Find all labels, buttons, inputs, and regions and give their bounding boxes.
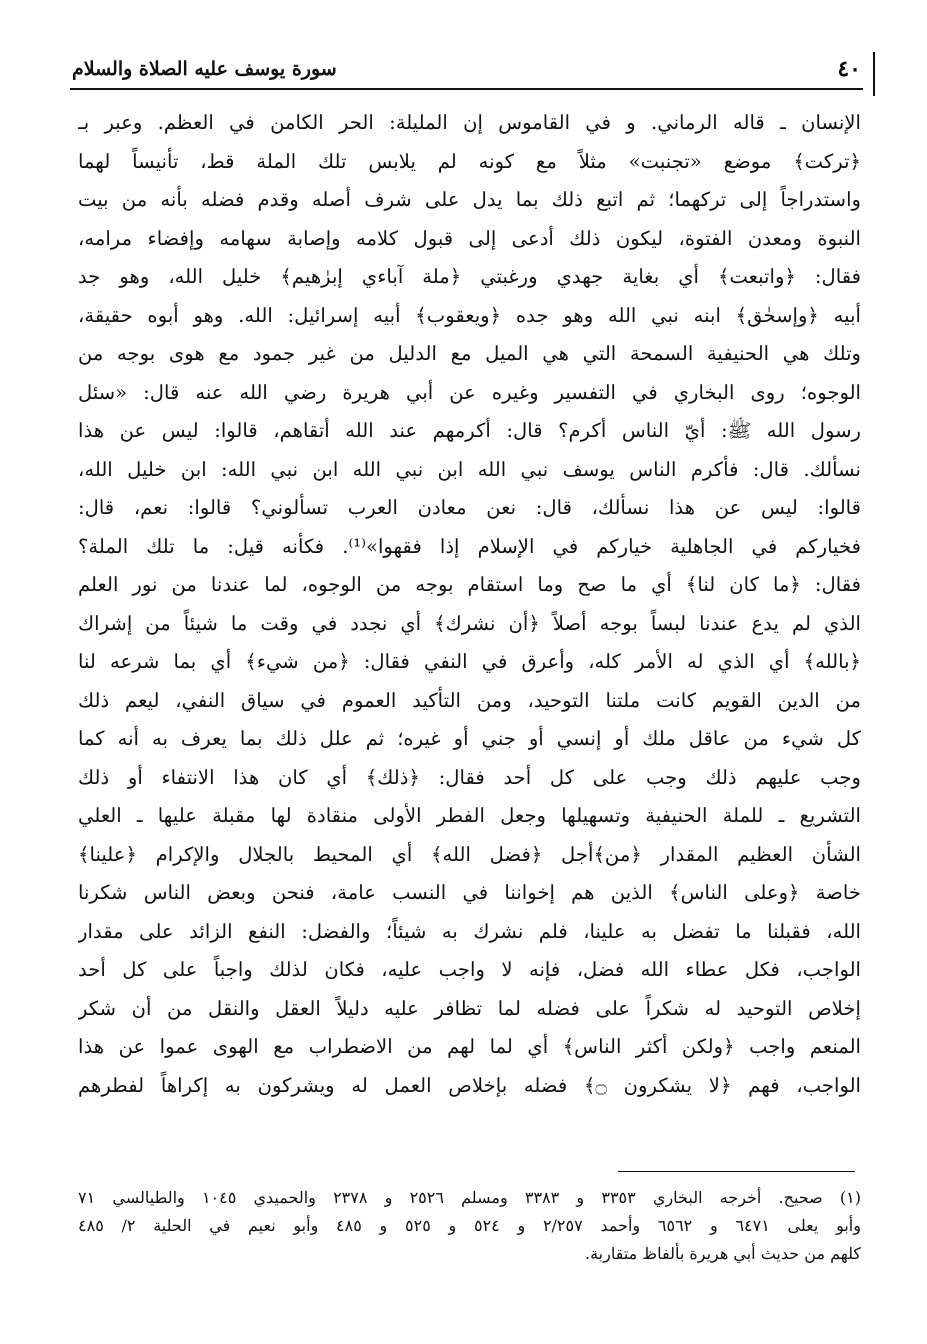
text-line: الإنسان ـ قاله الرماني. و في القاموس إن المليلة: الحر الكامن في العظم. وعبر بـ bbox=[78, 111, 861, 134]
text-line: الذي لم يدع عندنا لبساً بوجه أصلاً ﴿أن نشرك﴾ أي نجدد في وقت ما شيئاً من إشراك bbox=[78, 611, 861, 635]
text-line: التشريع ـ للملة الحنيفية وتسهيلها وجعل الفطر الأولى منقادة لها مقبلة عليها ـ العلي bbox=[78, 804, 861, 827]
footnote-rule bbox=[618, 1171, 855, 1172]
text-line: قالوا: ليس عن هذا نسألك، قال: نعن معادن العرب تسألوني؟ قالوا: نعم، قال: bbox=[78, 496, 861, 519]
text-line: النبوة ومعدن الفتوة، ليكون ذلك أدعى إلى قبول كلامه وإصابة سهامه وإفضاء مرامه، bbox=[78, 226, 861, 250]
text-line: وتلك هي الحنيفية السمحة التي هي الميل مع الدليل من غير جمود مع هوى بوجه من bbox=[78, 342, 861, 365]
header-rule bbox=[70, 88, 863, 90]
text-line: الواجب، فكل عطاء الله فضل، فإنه لا واجب عليه، فكان لذلك واجباً على كل أحد bbox=[78, 958, 861, 981]
text-line: خاصة ﴿وعلى الناس﴾ الذين هم إخواننا في النسب عامة، فنحن وبعض الناس شكرنا bbox=[78, 881, 861, 904]
page-number: ٤٠ bbox=[837, 56, 861, 82]
header-vertical-rule bbox=[873, 52, 875, 96]
footnote-line: كلهم من حديث أبي هريرة بألفاظ متقاربة. bbox=[585, 1244, 861, 1263]
text-line: المنعم واجب ﴿ولكن أكثر الناس﴾ أي لما لهم من الاضطراب مع الهوى عموا عن هذا bbox=[78, 1035, 861, 1058]
body-text bbox=[78, 104, 861, 1105]
text-line: فقال: ﴿واتبعت﴾ أي بغاية جهدي ورغبتي ﴿ملة آباءي إبرٰهيم﴾ خليل الله، وهو جد bbox=[78, 265, 861, 288]
text-line: الوجوه؛ روى البخاري في التفسير وغيره عن أبي هريرة رضي الله عنه قال: «سئل bbox=[78, 380, 861, 404]
text-line: من الدين القويم كانت ملتنا التوحيد، ومن التأكيد العموم في سياق النفي، ليعم ذلك bbox=[78, 688, 861, 712]
text-line: واستدراجاً إلى تركهما؛ ثم اتبع ذلك بما يدل على شرف أصله وقدم فضله بأنه من بيت bbox=[78, 188, 861, 211]
text-line: أبيه ﴿وإسحٰق﴾ ابنه نبي الله وهو جده ﴿ويعقوب﴾ أبيه إسرائيل: الله. وهو أبوه حقيقة، bbox=[78, 303, 861, 327]
running-title: سورة يوسف عليه الصلاة والسلام bbox=[72, 58, 337, 80]
footnote-line: (١) صحيح. أخرجه البخاري ٣٣٥٣ و ٣٣٨٣ ومسلم ٢٥٢٦ و ٢٣٧٨ والحميدي ١٠٤٥ والطيالسي ٧١ bbox=[78, 1188, 861, 1207]
footnote-line: وأبو يعلى ٦٤٧١ و ٦٥٦٢ وأحمد ٢/٢٥٧ و ٥٢٤ و ٥٢٥ و ٤٨٥ وأبو نعيم في الحلية ٢/ ٤٨٥ bbox=[78, 1216, 861, 1235]
text-line: وجب عليهم ذلك وجب على كل أحد فقال: ﴿ذلك﴾ أي كان هذا الانتفاء أو ذلك bbox=[78, 765, 861, 789]
text-line: فخياركم في الجاهلية خياركم في الإسلام إذا فقهوا»⁽¹⁾. فكأنه قيل: ما تلك الملة؟ bbox=[78, 534, 861, 558]
text-line: ﴿بالله﴾ أي الذي له الأمر كله، وأعرق في النفي فقال: ﴿من شيء﴾ أي بما شرعه لنا bbox=[78, 650, 861, 673]
page-header bbox=[70, 52, 869, 86]
text-line: كل شيء من عاقل ملك أو إنسي أو جني أو غيره؛ ثم علل ذلك بما يعرف به أنه كما bbox=[78, 727, 861, 750]
text-line: رسول الله ﷺ: أيّ الناس أكرم؟ قال: أكرمهم عند الله أتقاهم، قالوا: ليس عن هذا bbox=[78, 419, 861, 442]
text-line: إخلاص التوحيد له شكراً على فضله لما تظافر عليه دليلاً العقل والنقل من أن شكر bbox=[78, 996, 861, 1020]
text-line: ﴿تركت﴾ موضع «تجنبت» مثلاً مع كونه لم يلابس تلك الملة قط، تأنيساً لهما bbox=[78, 149, 861, 173]
text-line: فقال: ﴿ما كان لنا﴾ أي ما صح وما استقام بوجه من الوجوه، لما عندنا من نور العلم bbox=[78, 573, 861, 596]
text-line: نسألك. قال: فأكرم الناس يوسف نبي الله ابن نبي الله ابن نبي الله: ابن خليل الله، bbox=[78, 457, 861, 481]
text-line: الله، فقبلنا ما تفضل به علينا، فلم نشرك به شيئاً؛ والفضل: النفع الزائد على مقدار bbox=[78, 919, 861, 943]
footnotes bbox=[78, 1184, 861, 1268]
text-line: الشأن العظيم المقدار ﴿من﴾أجل ﴿فضل الله﴾ أي المحيط بالجلال والإكرام ﴿علينا﴾ bbox=[78, 842, 861, 866]
text-line: الواجب، فهم ﴿لا يشكرون ۝﴾ فضله بإخلاص العمل له ويشركون به إكراهاً لفطرهم bbox=[78, 1073, 861, 1097]
